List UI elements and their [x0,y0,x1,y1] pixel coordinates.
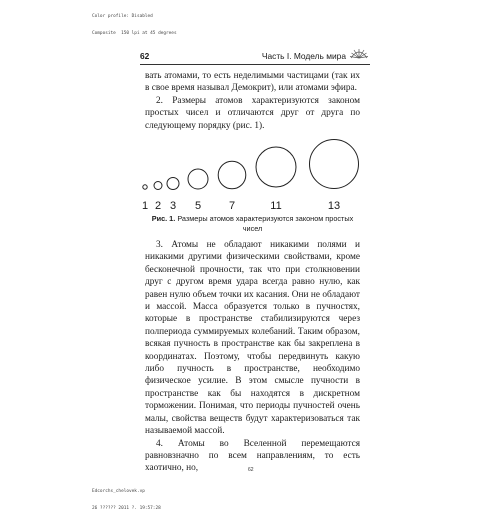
atom-circle-5 [188,169,208,189]
atom-circle-7 [218,161,246,189]
page-number: 62 [140,51,150,61]
atom-label: 13 [327,200,341,212]
atom-label: 11 [270,200,282,212]
atom-label: 3 [169,200,177,212]
figure-caption [150,214,355,233]
caption-label: Рис. 1. [151,214,176,223]
atom-label: 2 [154,200,162,212]
print-meta-line: Edcorchs_chelovek.vp [92,489,145,494]
atom-circle-2 [154,182,162,190]
atom-circle-13 [310,140,359,189]
atom-label: 1 [141,200,149,212]
atom-circle-3 [167,178,179,190]
paragraph: 2. Размеры атомов характеризуются законом простых чисел и отличаются друг от друга по следующему порядку (рис. 1). [145,95,360,131]
atom-label: 7 [228,200,236,212]
paragraph: вать атомами, то есть неделимыми частицами (так их в свое время называл Демокрит), или атомами эфира. [145,71,360,94]
atom-circle-11 [256,147,296,187]
print-meta-line: Composite 150 lpi at 45 degrees [92,30,177,36]
print-meta-bottom [92,478,161,517]
print-meta-line: Color profile: Disabled [92,14,153,19]
atom-circle-1 [143,185,147,189]
footer-page-number: 62 [248,467,254,473]
atom-label: 5 [194,200,202,212]
caption-text: Размеры атомов характеризуются законом простых чисел [177,214,354,233]
print-meta-line: 26 ?????? 2011 ?. 19:57:28 [92,505,161,511]
running-title: Часть I. Модель мира [261,51,346,61]
paragraph: 4. Атомы во Вселенной перемещаются равновзначно по всем направлениям, то есть хаотично, но, [145,438,360,474]
paragraph: 3. Атомы не обладают никакими полями и никакими другими физическими свойствами, кроме бесконечной прочности, так что при столкновении друг с другом время удара всегда равно нулю, как равен нулю объем точки их касания. Они не обладают и массой. Масса образуется только в пучностях, которые в пространстве стабилизируются через полпериода суммируемых колебаний. Таким образом, всякая пучность в пространстве как бы закреплена в координатах. Поэтому, чтобы передвинуть какую либо пучность в пространстве, необходимо физическое усилие. В этом смысле пучности в пространстве как бы находятся в дискретном торможении. Понимая, что периоды пучностей очень малы, свойства веществ будут характеризоваться так называемой массой. [145,240,360,437]
body-text-after-figure [145,239,360,475]
